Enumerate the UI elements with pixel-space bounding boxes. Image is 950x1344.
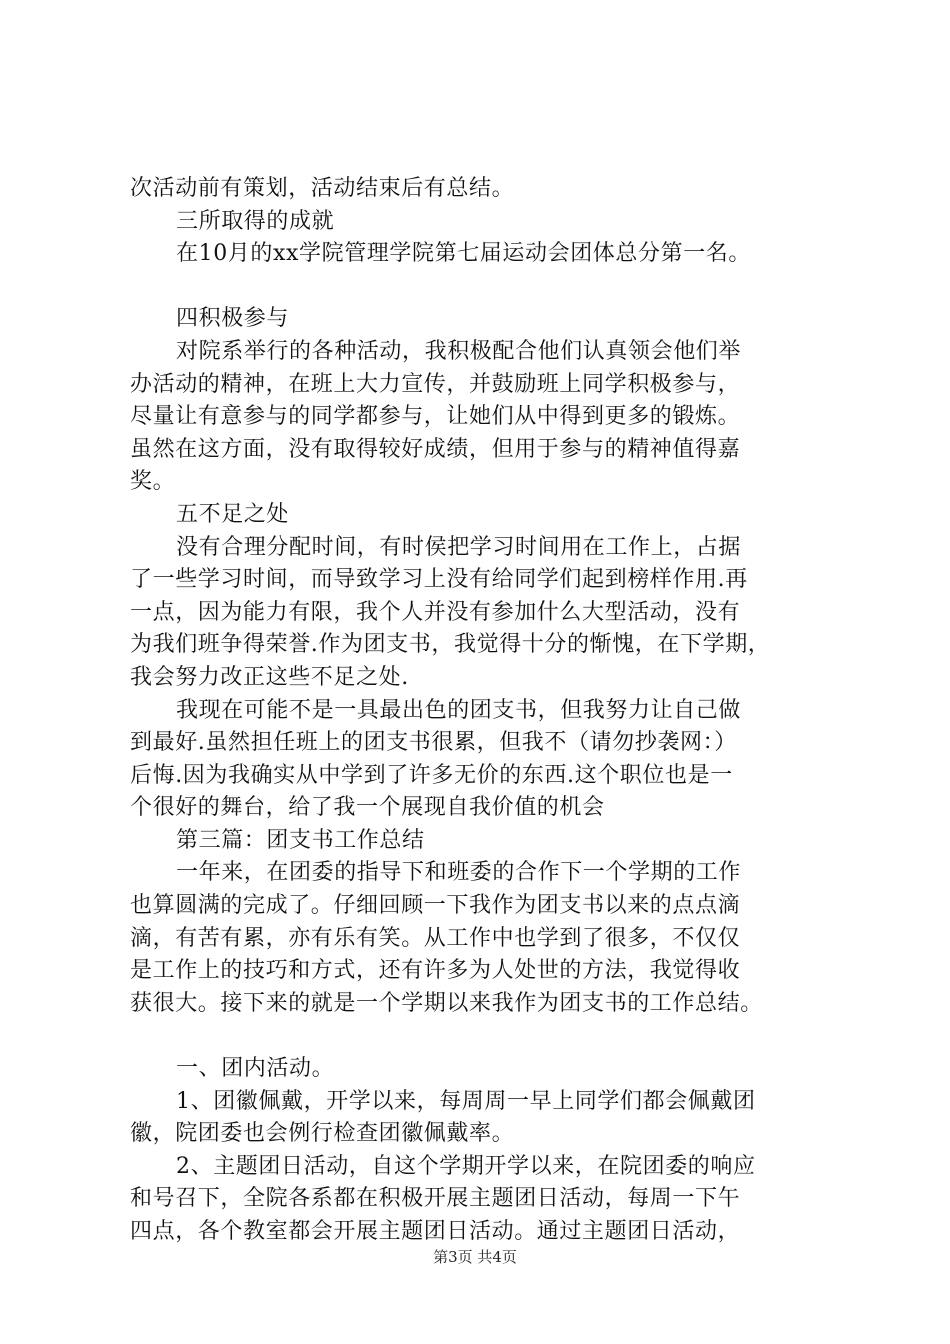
section-heading: 四积极参与 <box>176 306 290 332</box>
text-line: 一点，因为能力有限，我个人并没有参加什么大型活动，没有 <box>130 599 741 625</box>
text-line: 了一些学习时间，而导致学习上没有给同学们起到榜样作用.再 <box>130 567 748 593</box>
text-line: 一年来，在团委的指导下和班委的合作下一个学期的工作 <box>176 860 742 886</box>
section-heading: 三所取得的成就 <box>176 208 335 234</box>
text-line: 对院系举行的各种活动，我积极配合他们认真领会他们举 <box>176 338 742 364</box>
text-line: 徽，院团委也会例行检查团徽佩戴率。 <box>130 1121 515 1147</box>
blank-line <box>130 1020 850 1053</box>
text-line: 我会努力改正这些不足之处. <box>130 664 409 690</box>
blank-line <box>130 271 850 304</box>
text-line: 获很大。接下来的就是一个学期以来我作为团支书的工作总结。 <box>130 990 763 1016</box>
text-line: 1、团徽佩戴，开学以来，每周周一早上同学们都会佩戴团 <box>176 1088 756 1114</box>
text-line: 后悔.因为我确实从中学到了许多无价的东西.这个职位也是一 <box>130 762 733 788</box>
text-line: 为我们班争得荣誉.作为团支书，我觉得十分的惭愧，在下学期， <box>130 632 771 658</box>
text-line: 奖。 <box>130 469 176 495</box>
text-line: 次活动前有策划，活动结束后有总结。 <box>130 176 515 201</box>
text-line: 我现在可能不是一具最出色的团支书，但我努力让自己做 <box>176 697 742 723</box>
page-footer: 第3页 共4页 <box>433 1248 517 1266</box>
text-line: 和号召下，全院各系都在积极开展主题团日活动，每周一下午 <box>130 1186 741 1212</box>
text-line: 滴，有苦有累，亦有乐有笑。从工作中也学到了很多，不仅仅 <box>130 925 741 951</box>
document-body <box>130 173 850 1249</box>
text-line: 是工作上的技巧和方式，还有许多为人处世的方法，我觉得收 <box>130 958 741 984</box>
text-line: 四点，各个教室都会开展主题团日活动。通过主题团日活动， <box>130 1219 741 1244</box>
text-line: 虽然在这方面，没有取得较好成绩，但用于参与的精神值得嘉 <box>130 436 741 462</box>
text-line: 没有合理分配时间，有时侯把学习时间用在工作上，占据 <box>176 534 742 560</box>
text-line: 到最好.虽然担任班上的团支书很累，但我不（请勿抄袭网：） <box>130 730 737 756</box>
section-heading: 五不足之处 <box>176 501 290 527</box>
text-line: 办活动的精神，在班上大力宣传，并鼓励班上同学积极参与， <box>130 371 741 397</box>
text-line: 个很好的舞台，给了我一个展现自我价值的机会 <box>130 795 605 821</box>
text-line: 2、主题团日活动，自这个学期开学以来，在院团委的响应 <box>176 1153 756 1179</box>
text-line: 也算圆满的完成了。仔细回顾一下我作为团支书以来的点点滴 <box>130 893 741 919</box>
text-line: 在10月的xx学院管理学院第七届运动会团体总分第一名。 <box>176 241 752 267</box>
section-heading: 第三篇：团支书工作总结 <box>176 827 425 853</box>
text-line: 尽量让有意参与的同学都参与，让她们从中得到更多的锻炼。 <box>130 404 741 430</box>
section-heading: 一、团内活动。 <box>176 1056 335 1082</box>
